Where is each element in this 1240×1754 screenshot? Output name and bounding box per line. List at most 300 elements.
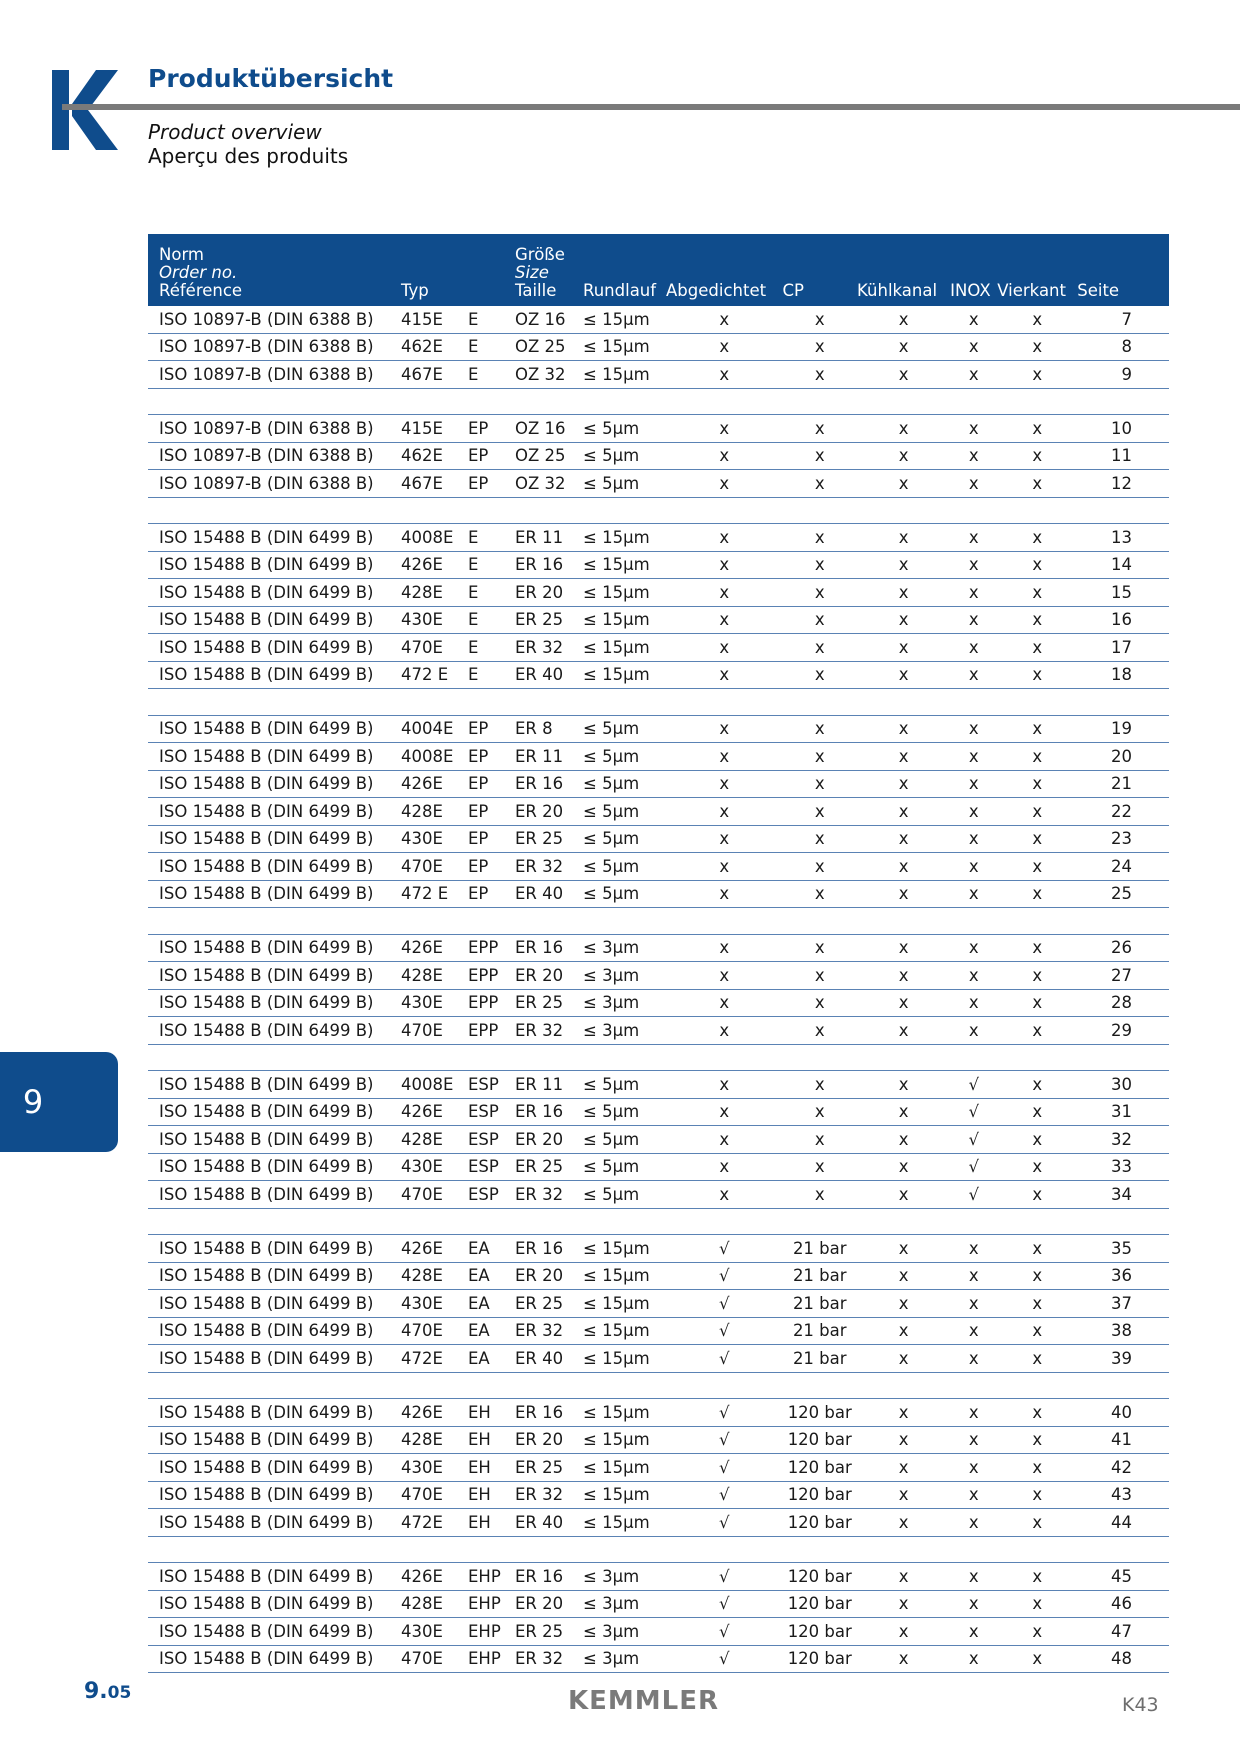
cell-cp: 21 bar <box>782 1262 857 1290</box>
cell-typ: 4004E <box>401 715 468 743</box>
table-row <box>148 606 1169 634</box>
cell-vierkant: x <box>997 1181 1077 1209</box>
cell-cp: x <box>782 551 857 579</box>
cell-cp: x <box>782 962 857 990</box>
table-row <box>148 934 1169 962</box>
cell-seite: 48 <box>1077 1645 1169 1673</box>
cell-cp: 120 bar <box>782 1454 857 1482</box>
cell-typ: 470E <box>401 853 468 881</box>
cell-norm: ISO 10897-B (DIN 6388 B) <box>148 306 401 333</box>
cell-size: OZ 25 <box>515 333 583 361</box>
cell-vierkant: x <box>997 442 1077 470</box>
cell-kuehlkanal: x <box>857 634 950 662</box>
cell-vierkant: x <box>997 1481 1077 1509</box>
cell-kuehlkanal: x <box>857 1454 950 1482</box>
cell-abgedichtet: √ <box>666 1290 782 1318</box>
cell-typ: 470E <box>401 1017 468 1045</box>
cell-typ: 415E <box>401 306 468 333</box>
cell-norm: ISO 15488 B (DIN 6499 B) <box>148 1098 401 1126</box>
table-row <box>148 661 1169 689</box>
cell-seite: 7 <box>1077 306 1169 333</box>
cell-kuehlkanal: x <box>857 1645 950 1673</box>
cell-seite: 19 <box>1077 715 1169 743</box>
cell-kuehlkanal: x <box>857 606 950 634</box>
cell-cp: 120 bar <box>782 1590 857 1618</box>
cell-cp: x <box>782 880 857 908</box>
cell-vierkant: x <box>997 415 1077 443</box>
cell-typ: 470E <box>401 1181 468 1209</box>
cell-typ: 472 E <box>401 880 468 908</box>
table-row <box>148 743 1169 771</box>
cell-inox: x <box>950 798 997 826</box>
cell-size: ER 25 <box>515 989 583 1017</box>
cell-kuehlkanal: x <box>857 306 950 333</box>
cell-norm: ISO 15488 B (DIN 6499 B) <box>148 1153 401 1181</box>
cell-norm: ISO 15488 B (DIN 6499 B) <box>148 606 401 634</box>
col-header-inox: INOX <box>950 234 997 306</box>
cell-abgedichtet: x <box>666 989 782 1017</box>
cell-abgedichtet: √ <box>666 1509 782 1537</box>
cell-size: ER 32 <box>515 1481 583 1509</box>
cell-seite: 26 <box>1077 934 1169 962</box>
cell-abgedichtet: x <box>666 361 782 389</box>
cell-rundlauf: ≤ 5µm <box>583 798 666 826</box>
cell-seite: 45 <box>1077 1563 1169 1591</box>
group-spacer-row <box>148 1208 1169 1235</box>
cell-cp: x <box>782 579 857 607</box>
cell-norm: ISO 15488 B (DIN 6499 B) <box>148 1454 401 1482</box>
cell-typ: 430E <box>401 1153 468 1181</box>
cell-cp: x <box>782 361 857 389</box>
cell-inox: √ <box>950 1181 997 1209</box>
cell-inox: x <box>950 551 997 579</box>
table-row <box>148 853 1169 881</box>
cell-rundlauf: ≤ 15µm <box>583 1454 666 1482</box>
cell-norm: ISO 15488 B (DIN 6499 B) <box>148 579 401 607</box>
cell-vierkant: x <box>997 1509 1077 1537</box>
cell-size: ER 20 <box>515 1126 583 1154</box>
cell-vierkant: x <box>997 1454 1077 1482</box>
table-row <box>148 798 1169 826</box>
cell-rundlauf: ≤ 15µm <box>583 1262 666 1290</box>
table-row <box>148 1126 1169 1154</box>
cell-typ: 428E <box>401 579 468 607</box>
cell-vierkant: x <box>997 825 1077 853</box>
cell-cp: x <box>782 415 857 443</box>
cell-rundlauf: ≤ 5µm <box>583 880 666 908</box>
cell-cp: x <box>782 1126 857 1154</box>
cell-rundlauf: ≤ 15µm <box>583 1290 666 1318</box>
cell-size: ER 25 <box>515 606 583 634</box>
cell-inox: x <box>950 825 997 853</box>
cell-kuehlkanal: x <box>857 551 950 579</box>
cell-seite: 30 <box>1077 1071 1169 1099</box>
group-spacer-row <box>148 388 1169 415</box>
cell-size: ER 11 <box>515 524 583 552</box>
page-number: 9.05 <box>84 1679 132 1704</box>
cell-abgedichtet: x <box>666 470 782 498</box>
cell-seite: 35 <box>1077 1235 1169 1263</box>
cell-abgedichtet: √ <box>666 1618 782 1646</box>
cell-size: ER 20 <box>515 1262 583 1290</box>
cell-variant: ESP <box>468 1071 515 1099</box>
cell-size: ER 32 <box>515 1181 583 1209</box>
page-subtitle-en: Product overview <box>148 120 322 144</box>
table-row <box>148 770 1169 798</box>
cell-seite: 16 <box>1077 606 1169 634</box>
cell-rundlauf: ≤ 5µm <box>583 1126 666 1154</box>
cell-kuehlkanal: x <box>857 1017 950 1045</box>
cell-kuehlkanal: x <box>857 715 950 743</box>
cell-kuehlkanal: x <box>857 1181 950 1209</box>
cell-seite: 17 <box>1077 634 1169 662</box>
table-row <box>148 1071 1169 1099</box>
cell-size: ER 40 <box>515 880 583 908</box>
cell-kuehlkanal: x <box>857 661 950 689</box>
table-row <box>148 1181 1169 1209</box>
cell-rundlauf: ≤ 15µm <box>583 1399 666 1427</box>
cell-cp: x <box>782 853 857 881</box>
cell-typ: 470E <box>401 1481 468 1509</box>
cell-cp: 120 bar <box>782 1399 857 1427</box>
group-spacer-row <box>148 497 1169 524</box>
cell-variant: ESP <box>468 1153 515 1181</box>
cell-rundlauf: ≤ 3µm <box>583 934 666 962</box>
cell-size: ER 25 <box>515 1618 583 1646</box>
cell-inox: x <box>950 1262 997 1290</box>
cell-abgedichtet: √ <box>666 1317 782 1345</box>
cell-variant: EP <box>468 470 515 498</box>
cell-seite: 13 <box>1077 524 1169 552</box>
cell-inox: √ <box>950 1071 997 1099</box>
cell-kuehlkanal: x <box>857 1618 950 1646</box>
cell-rundlauf: ≤ 15µm <box>583 661 666 689</box>
cell-typ: 430E <box>401 989 468 1017</box>
cell-kuehlkanal: x <box>857 770 950 798</box>
cell-rundlauf: ≤ 5µm <box>583 715 666 743</box>
cell-variant: EA <box>468 1317 515 1345</box>
cell-norm: ISO 15488 B (DIN 6499 B) <box>148 551 401 579</box>
cell-typ: 430E <box>401 606 468 634</box>
cell-typ: 428E <box>401 798 468 826</box>
cell-cp: 120 bar <box>782 1481 857 1509</box>
table-row <box>148 524 1169 552</box>
cell-size: ER 32 <box>515 853 583 881</box>
cell-rundlauf: ≤ 5µm <box>583 1071 666 1099</box>
cell-abgedichtet: x <box>666 634 782 662</box>
cell-seite: 9 <box>1077 361 1169 389</box>
cell-seite: 43 <box>1077 1481 1169 1509</box>
cell-inox: x <box>950 962 997 990</box>
cell-vierkant: x <box>997 606 1077 634</box>
brand-wordmark: KEMMLER <box>568 1686 720 1716</box>
cell-typ: 467E <box>401 361 468 389</box>
spacer-cell <box>148 1372 1169 1399</box>
cell-seite: 47 <box>1077 1618 1169 1646</box>
cell-size: ER 25 <box>515 1454 583 1482</box>
cell-inox: x <box>950 770 997 798</box>
cell-variant: EP <box>468 415 515 443</box>
cell-vierkant: x <box>997 1345 1077 1373</box>
cell-cp: x <box>782 989 857 1017</box>
cell-vierkant: x <box>997 1153 1077 1181</box>
cell-cp: x <box>782 1153 857 1181</box>
group-spacer-row <box>148 1372 1169 1399</box>
cell-variant: EA <box>468 1290 515 1318</box>
table-row <box>148 1563 1169 1591</box>
cell-kuehlkanal: x <box>857 989 950 1017</box>
cell-inox: x <box>950 1590 997 1618</box>
table-row <box>148 333 1169 361</box>
cell-variant: E <box>468 551 515 579</box>
cell-abgedichtet: x <box>666 880 782 908</box>
cell-vierkant: x <box>997 1126 1077 1154</box>
cell-size: ER 40 <box>515 1345 583 1373</box>
cell-abgedichtet: √ <box>666 1262 782 1290</box>
cell-abgedichtet: x <box>666 579 782 607</box>
cell-cp: x <box>782 825 857 853</box>
cell-typ: 426E <box>401 1235 468 1263</box>
cell-rundlauf: ≤ 5µm <box>583 853 666 881</box>
cell-variant: E <box>468 661 515 689</box>
cell-seite: 10 <box>1077 415 1169 443</box>
cell-size: OZ 25 <box>515 442 583 470</box>
spacer-cell <box>148 388 1169 415</box>
cell-typ: 430E <box>401 1290 468 1318</box>
cell-size: ER 40 <box>515 661 583 689</box>
cell-cp: x <box>782 1017 857 1045</box>
col-header-rundlauf: Rundlauf <box>583 234 666 306</box>
cell-size: ER 16 <box>515 1098 583 1126</box>
cell-seite: 18 <box>1077 661 1169 689</box>
cell-size: ER 25 <box>515 825 583 853</box>
cell-norm: ISO 15488 B (DIN 6499 B) <box>148 1563 401 1591</box>
cell-variant: EA <box>468 1262 515 1290</box>
table-body <box>148 306 1169 1673</box>
cell-inox: x <box>950 1399 997 1427</box>
cell-cp: x <box>782 715 857 743</box>
cell-kuehlkanal: x <box>857 1345 950 1373</box>
cell-variant: EH <box>468 1509 515 1537</box>
cell-inox: x <box>950 1426 997 1454</box>
cell-size: ER 40 <box>515 1509 583 1537</box>
cell-kuehlkanal: x <box>857 579 950 607</box>
cell-typ: 470E <box>401 1317 468 1345</box>
cell-cp: 21 bar <box>782 1290 857 1318</box>
cell-norm: ISO 15488 B (DIN 6499 B) <box>148 934 401 962</box>
cell-norm: ISO 15488 B (DIN 6499 B) <box>148 715 401 743</box>
cell-size: ER 16 <box>515 1235 583 1263</box>
table-row <box>148 1098 1169 1126</box>
table-row <box>148 306 1169 333</box>
cell-rundlauf: ≤ 15µm <box>583 1345 666 1373</box>
cell-norm: ISO 10897-B (DIN 6388 B) <box>148 415 401 443</box>
cell-kuehlkanal: x <box>857 1098 950 1126</box>
cell-norm: ISO 10897-B (DIN 6388 B) <box>148 442 401 470</box>
cell-seite: 39 <box>1077 1345 1169 1373</box>
cell-kuehlkanal: x <box>857 1317 950 1345</box>
col-header-size: Größe Size Taille <box>515 234 583 306</box>
cell-norm: ISO 15488 B (DIN 6499 B) <box>148 1509 401 1537</box>
cell-size: ER 20 <box>515 798 583 826</box>
cell-inox: x <box>950 934 997 962</box>
cell-inox: x <box>950 1454 997 1482</box>
cell-variant: ESP <box>468 1181 515 1209</box>
cell-typ: 4008E <box>401 524 468 552</box>
cell-seite: 38 <box>1077 1317 1169 1345</box>
cell-size: OZ 32 <box>515 361 583 389</box>
cell-rundlauf: ≤ 15µm <box>583 1426 666 1454</box>
cell-variant: E <box>468 606 515 634</box>
cell-size: ER 32 <box>515 1317 583 1345</box>
cell-abgedichtet: x <box>666 606 782 634</box>
cell-rundlauf: ≤ 15µm <box>583 634 666 662</box>
spacer-cell <box>148 1044 1169 1071</box>
cell-rundlauf: ≤ 5µm <box>583 1098 666 1126</box>
cell-variant: E <box>468 579 515 607</box>
cell-inox: x <box>950 989 997 1017</box>
cell-vierkant: x <box>997 306 1077 333</box>
cell-inox: x <box>950 853 997 881</box>
cell-size: ER 20 <box>515 579 583 607</box>
cell-size: ER 16 <box>515 1563 583 1591</box>
cell-norm: ISO 15488 B (DIN 6499 B) <box>148 1126 401 1154</box>
cell-variant: EH <box>468 1481 515 1509</box>
spacer-cell <box>148 497 1169 524</box>
cell-size: OZ 32 <box>515 470 583 498</box>
table-header-row <box>148 234 1169 306</box>
cell-abgedichtet: x <box>666 743 782 771</box>
table-row <box>148 1235 1169 1263</box>
cell-abgedichtet: √ <box>666 1563 782 1591</box>
cell-vierkant: x <box>997 1290 1077 1318</box>
cell-rundlauf: ≤ 15µm <box>583 551 666 579</box>
cell-vierkant: x <box>997 770 1077 798</box>
cell-seite: 8 <box>1077 333 1169 361</box>
cell-rundlauf: ≤ 3µm <box>583 1017 666 1045</box>
cell-variant: EP <box>468 825 515 853</box>
cell-cp: 120 bar <box>782 1509 857 1537</box>
cell-typ: 430E <box>401 825 468 853</box>
cell-vierkant: x <box>997 1618 1077 1646</box>
cell-seite: 23 <box>1077 825 1169 853</box>
cell-rundlauf: ≤ 15µm <box>583 1509 666 1537</box>
cell-inox: x <box>950 715 997 743</box>
cell-seite: 14 <box>1077 551 1169 579</box>
cell-abgedichtet: x <box>666 415 782 443</box>
cell-typ: 428E <box>401 1590 468 1618</box>
cell-norm: ISO 15488 B (DIN 6499 B) <box>148 1590 401 1618</box>
cell-seite: 15 <box>1077 579 1169 607</box>
cell-variant: EP <box>468 743 515 771</box>
cell-size: ER 20 <box>515 962 583 990</box>
cell-abgedichtet: x <box>666 962 782 990</box>
cell-variant: EH <box>468 1454 515 1482</box>
cell-cp: x <box>782 470 857 498</box>
cell-typ: 426E <box>401 934 468 962</box>
cell-vierkant: x <box>997 1590 1077 1618</box>
cell-variant: EHP <box>468 1645 515 1673</box>
table-row <box>148 1262 1169 1290</box>
cell-cp: x <box>782 442 857 470</box>
cell-rundlauf: ≤ 15µm <box>583 606 666 634</box>
cell-rundlauf: ≤ 5µm <box>583 470 666 498</box>
cell-rundlauf: ≤ 3µm <box>583 1590 666 1618</box>
page-subtitle-fr: Aperçu des produits <box>148 144 349 168</box>
cell-vierkant: x <box>997 989 1077 1017</box>
cell-typ: 428E <box>401 1126 468 1154</box>
cell-variant: EP <box>468 853 515 881</box>
cell-typ: 472E <box>401 1509 468 1537</box>
cell-vierkant: x <box>997 743 1077 771</box>
cell-kuehlkanal: x <box>857 1426 950 1454</box>
cell-kuehlkanal: x <box>857 1399 950 1427</box>
cell-variant: ESP <box>468 1098 515 1126</box>
cell-norm: ISO 15488 B (DIN 6499 B) <box>148 1317 401 1345</box>
cell-inox: √ <box>950 1126 997 1154</box>
cell-inox: x <box>950 524 997 552</box>
cell-kuehlkanal: x <box>857 524 950 552</box>
cell-kuehlkanal: x <box>857 470 950 498</box>
table-row <box>148 1399 1169 1427</box>
cell-size: ER 8 <box>515 715 583 743</box>
cell-kuehlkanal: x <box>857 415 950 443</box>
cell-norm: ISO 15488 B (DIN 6499 B) <box>148 1481 401 1509</box>
cell-norm: ISO 15488 B (DIN 6499 B) <box>148 880 401 908</box>
cell-abgedichtet: √ <box>666 1426 782 1454</box>
cell-norm: ISO 10897-B (DIN 6388 B) <box>148 333 401 361</box>
cell-typ: 4008E <box>401 1071 468 1099</box>
col-header-abgedichtet: Abgedichtet <box>666 234 782 306</box>
cell-rundlauf: ≤ 5µm <box>583 1181 666 1209</box>
cell-cp: x <box>782 606 857 634</box>
cell-kuehlkanal: x <box>857 853 950 881</box>
cell-seite: 24 <box>1077 853 1169 881</box>
cell-size: OZ 16 <box>515 306 583 333</box>
cell-seite: 36 <box>1077 1262 1169 1290</box>
cell-variant: EHP <box>468 1563 515 1591</box>
cell-rundlauf: ≤ 5µm <box>583 743 666 771</box>
cell-rundlauf: ≤ 15µm <box>583 1235 666 1263</box>
cell-size: ER 20 <box>515 1590 583 1618</box>
cell-typ: 428E <box>401 1262 468 1290</box>
cell-inox: x <box>950 606 997 634</box>
cell-norm: ISO 15488 B (DIN 6499 B) <box>148 1345 401 1373</box>
table-row <box>148 634 1169 662</box>
cell-norm: ISO 15488 B (DIN 6499 B) <box>148 825 401 853</box>
cell-seite: 37 <box>1077 1290 1169 1318</box>
cell-typ: 462E <box>401 333 468 361</box>
cell-abgedichtet: √ <box>666 1235 782 1263</box>
cell-rundlauf: ≤ 3µm <box>583 989 666 1017</box>
cell-seite: 22 <box>1077 798 1169 826</box>
cell-cp: 120 bar <box>782 1426 857 1454</box>
col-header-seite: Seite <box>1077 234 1169 306</box>
cell-vierkant: x <box>997 579 1077 607</box>
spacer-cell <box>148 689 1169 716</box>
cell-seite: 44 <box>1077 1509 1169 1537</box>
cell-abgedichtet: x <box>666 770 782 798</box>
cell-vierkant: x <box>997 880 1077 908</box>
spacer-cell <box>148 1208 1169 1235</box>
cell-abgedichtet: x <box>666 1181 782 1209</box>
cell-cp: 120 bar <box>782 1618 857 1646</box>
cell-kuehlkanal: x <box>857 1262 950 1290</box>
cell-size: ER 25 <box>515 1153 583 1181</box>
cell-kuehlkanal: x <box>857 333 950 361</box>
cell-norm: ISO 15488 B (DIN 6499 B) <box>148 1071 401 1099</box>
group-spacer-row <box>148 1044 1169 1071</box>
